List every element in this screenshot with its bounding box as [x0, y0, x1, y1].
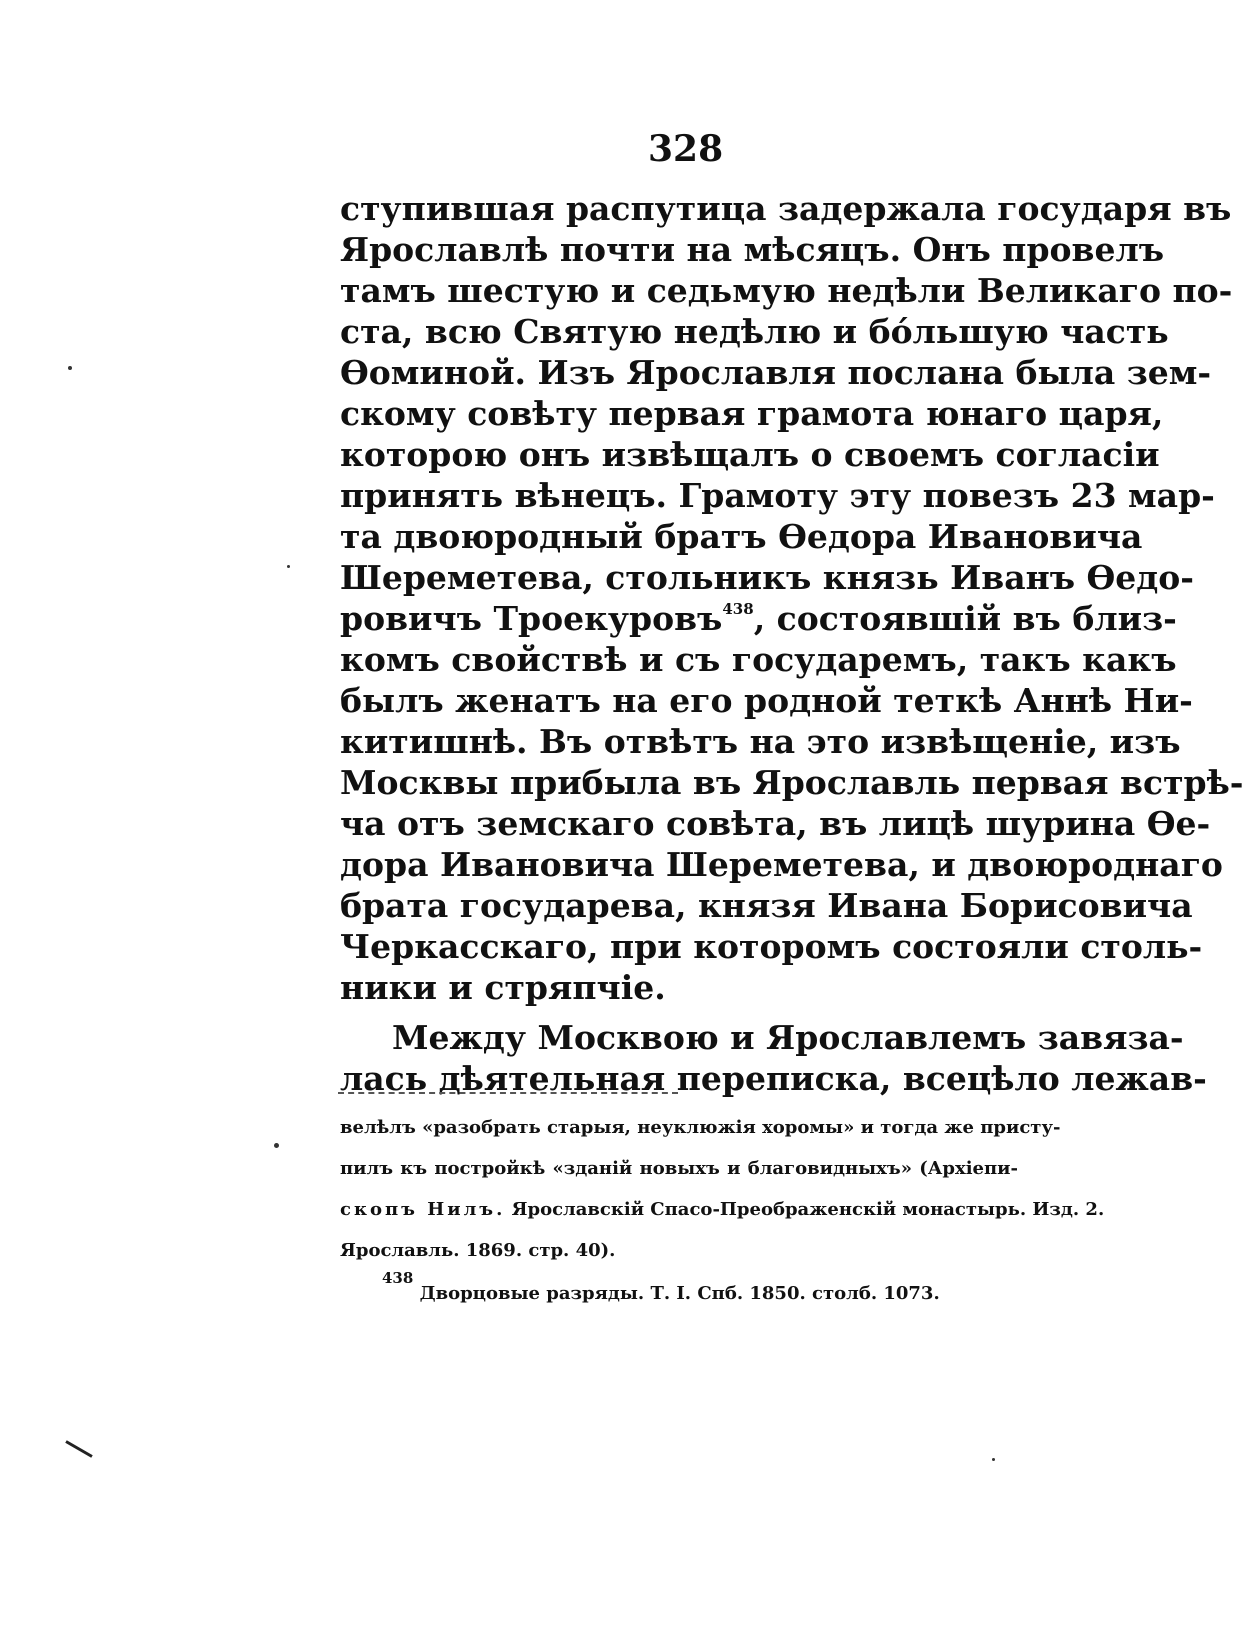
text-line-footnote-ref [340, 598, 1177, 639]
text-line: комъ свойствѣ и съ государемъ, такъ какъ [340, 640, 1177, 679]
footnote-line: велѣлъ «разобрать старыя, неуклюжія хоромы» и тогда же присту- [340, 1117, 1061, 1138]
text-line: ста, всю Святую недѣлю и бо́льшую часть [340, 312, 1169, 351]
text-line: Ѳоминой. Изъ Ярославля послана была зем- [340, 353, 1212, 392]
main-text [340, 188, 1244, 1099]
footnote-number: 438 [382, 1269, 414, 1287]
text-segment: , состоявшій въ близ- [753, 599, 1177, 638]
footnotes [340, 1114, 1105, 1319]
footnote-line: пилъ къ постройкѣ «зданій новыхъ и благовидныхъ» (Архіепи- [340, 1158, 1018, 1179]
text-line: Москвы прибыла въ Ярославль первая встрѣ- [340, 763, 1244, 802]
footnote-separator [338, 1092, 678, 1094]
scan-speck [68, 366, 72, 370]
footnote-ref-438: 438 [722, 600, 754, 618]
text-line: тамъ шестую и седьмую недѣли Великаго по- [340, 271, 1233, 310]
text-line: дора Ивановича Шереметева, и двоюроднаго [340, 845, 1223, 884]
text-line: брата государева, князя Ивана Борисовича [340, 886, 1193, 925]
text-line: та двоюродный братъ Ѳедора Ивановича [340, 517, 1143, 556]
scan-mark [65, 1440, 92, 1458]
text-line: которою онъ извѣщалъ о своемъ согласіи [340, 435, 1160, 474]
author-name: скопъ Нилъ. [340, 1199, 506, 1220]
page-number: 328 [648, 128, 724, 170]
text-line: лась дѣятельная переписка, всецѣло лежав- [340, 1059, 1207, 1098]
footnote-text: Дворцовые разряды. Т. I. Спб. 1850. столб. 1073. [413, 1283, 940, 1304]
footnote-line [340, 1196, 1105, 1237]
text-line: скому совѣту первая грамота юнаго царя, [340, 394, 1164, 433]
footnote-line: Ярославль. 1869. стр. 40). [340, 1240, 616, 1261]
text-line: ники и стряпчіе. [340, 968, 666, 1007]
text-line: ча отъ земскаго совѣта, въ лицѣ шурина Ѳе- [340, 804, 1211, 843]
text-segment: ровичъ Троекуровъ [340, 599, 723, 638]
scan-speck [287, 565, 290, 568]
text-line: китишнѣ. Въ отвѣтъ на это извѣщеніе, изъ [340, 722, 1181, 761]
text-line: принять вѣнецъ. Грамоту эту повезъ 23 мар- [340, 476, 1215, 515]
text-line: ступившая распутица задержала государя въ [340, 189, 1232, 228]
text-line: Черкасскаго, при которомъ состояли столь- [340, 927, 1203, 966]
footnote-438 [340, 1269, 1018, 1319]
text-segment: Ярославскій Спасо-Преображенскій монастырь. Изд. 2. [505, 1199, 1105, 1220]
text-line: былъ женатъ на его родной теткѣ Аннѣ Ни- [340, 681, 1193, 720]
scan-speck [274, 1143, 279, 1148]
text-line: Ярославлѣ почти на мѣсяцъ. Онъ провелъ [340, 230, 1165, 269]
scan-speck [992, 1458, 995, 1461]
text-line: Между Москвою и Ярославлемъ завяза- [392, 1018, 1184, 1057]
paragraph-gap [340, 1008, 1018, 1017]
text-line: Шереметева, стольникъ князь Иванъ Ѳедо- [340, 558, 1194, 597]
